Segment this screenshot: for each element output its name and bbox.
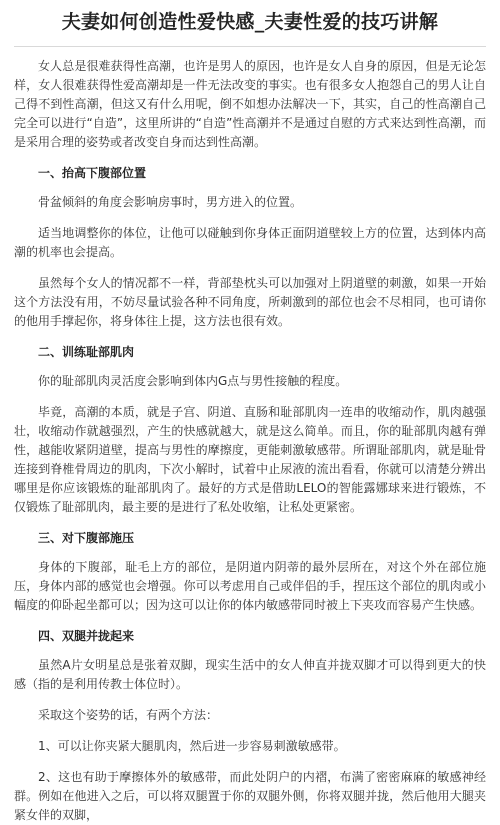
section-heading-4: 四、双腿并拢起来 [38,629,135,643]
section-1-paragraph-1: 骨盆倾斜的角度会影响房事时，男方进入的位置。 [38,195,303,209]
section-4-paragraph-4: 2、这也有助于摩擦体外的敏感带，而此处阴户的内褶，布满了密密麻麻的敏感神经群。例如在他进入之后，可以将双腿置于你的双腿外侧，你将双腿并拢，然后他用大腿夹紧女伴的双脚， [14,770,486,822]
section-2-paragraph-2: 毕竟，高潮的本质，就是子宫、阴道、直肠和耻部肌肉一连串的收缩动作，肌肉越强壮，收缩动作就越强烈，产生的快感就越大，就是这么简单。而且，你的耻部肌肉越有弹性，越能收紧阴道壁，提高与男性的摩擦度，更能刺激敏感带。所谓耻部肌肉，就是耻骨连接到脊椎骨周边的肌肉，下次小解时，试着中止尿液的流出看看，你就可以清楚分辨出哪里是你应该锻炼的耻部肌肉了。最好的方式是借助LELO的智能露娜球来进行锻炼，不仅锻炼了耻部肌肉，最主要的是进行了私处收缩，让私处更紧密。 [14,405,486,514]
section-4-paragraph-2: 采取这个姿势的话，有两个方法： [38,708,219,722]
intro-paragraph: 女人总是很难获得性高潮，也许是男人的原因，也许是女人自身的原因，但是无论怎样，女人很难获得性爱高潮却是一件无法改变的事实。也有很多女人抱怨自己的男人让自己得不到性高潮，但这又有什么用呢，倒不如想办法解决一下，其实，自己的性高潮自己完全可以进行“自造”，这里所讲的“自造”性高潮并不是通过自慰的方式来达到性高潮，而是采用合理的姿势或者改变自身而达到性高潮。 [14,59,486,149]
section-1-paragraph-2: 适当地调整你的体位，让他可以碰触到你身体正面阴道壁较上方的位置，达到体内高潮的机率也会提高。 [14,226,486,259]
article-title: 夫妻如何创造性爱快感_夫妻性爱的技巧讲解 [61,11,439,33]
section-4-paragraph-1: 虽然A片女明星总是张着双脚，现实生活中的女人伸直并拢双脚才可以得到更大的快感（指的是利用传教士体位时）。 [14,658,486,691]
section-heading-1: 一、抬高下腹部位置 [38,166,147,180]
section-2-paragraph-1: 你的耻部肌肉灵活度会影响到体内G点与男性接触的程度。 [38,374,348,388]
section-heading-3: 三、对下腹部施压 [38,531,135,545]
section-heading-2: 二、训练耻部肌肉 [38,345,135,359]
section-1-paragraph-3: 虽然每个女人的情况都不一样，背部垫枕头可以加强对上阴道壁的刺激，如果一开始这个方法没有用，不妨尽量试验各种不同角度，所刺激到的部位也会不尽相同，也可请你的他用手撑起你，将身体往上提，这方法也很有效。 [14,276,486,328]
section-3-paragraph-1: 身体的下腹部，耻毛上方的部位，是阴道内阴蒂的最外层所在，对这个外在部位施压，身体内部的感觉也会增强。你可以考虑用自己或伴侣的手，捏压这个部位的肌肉或小幅度的仰卧起坐都可以；因为这可以让你的体内敏感带同时被上下夹攻而容易产生快感。 [14,560,486,612]
section-4-paragraph-3: 1、可以让你夹紧大腿肌肉，然后进一步容易刺激敏感带。 [38,739,346,753]
title-divider [14,46,486,47]
